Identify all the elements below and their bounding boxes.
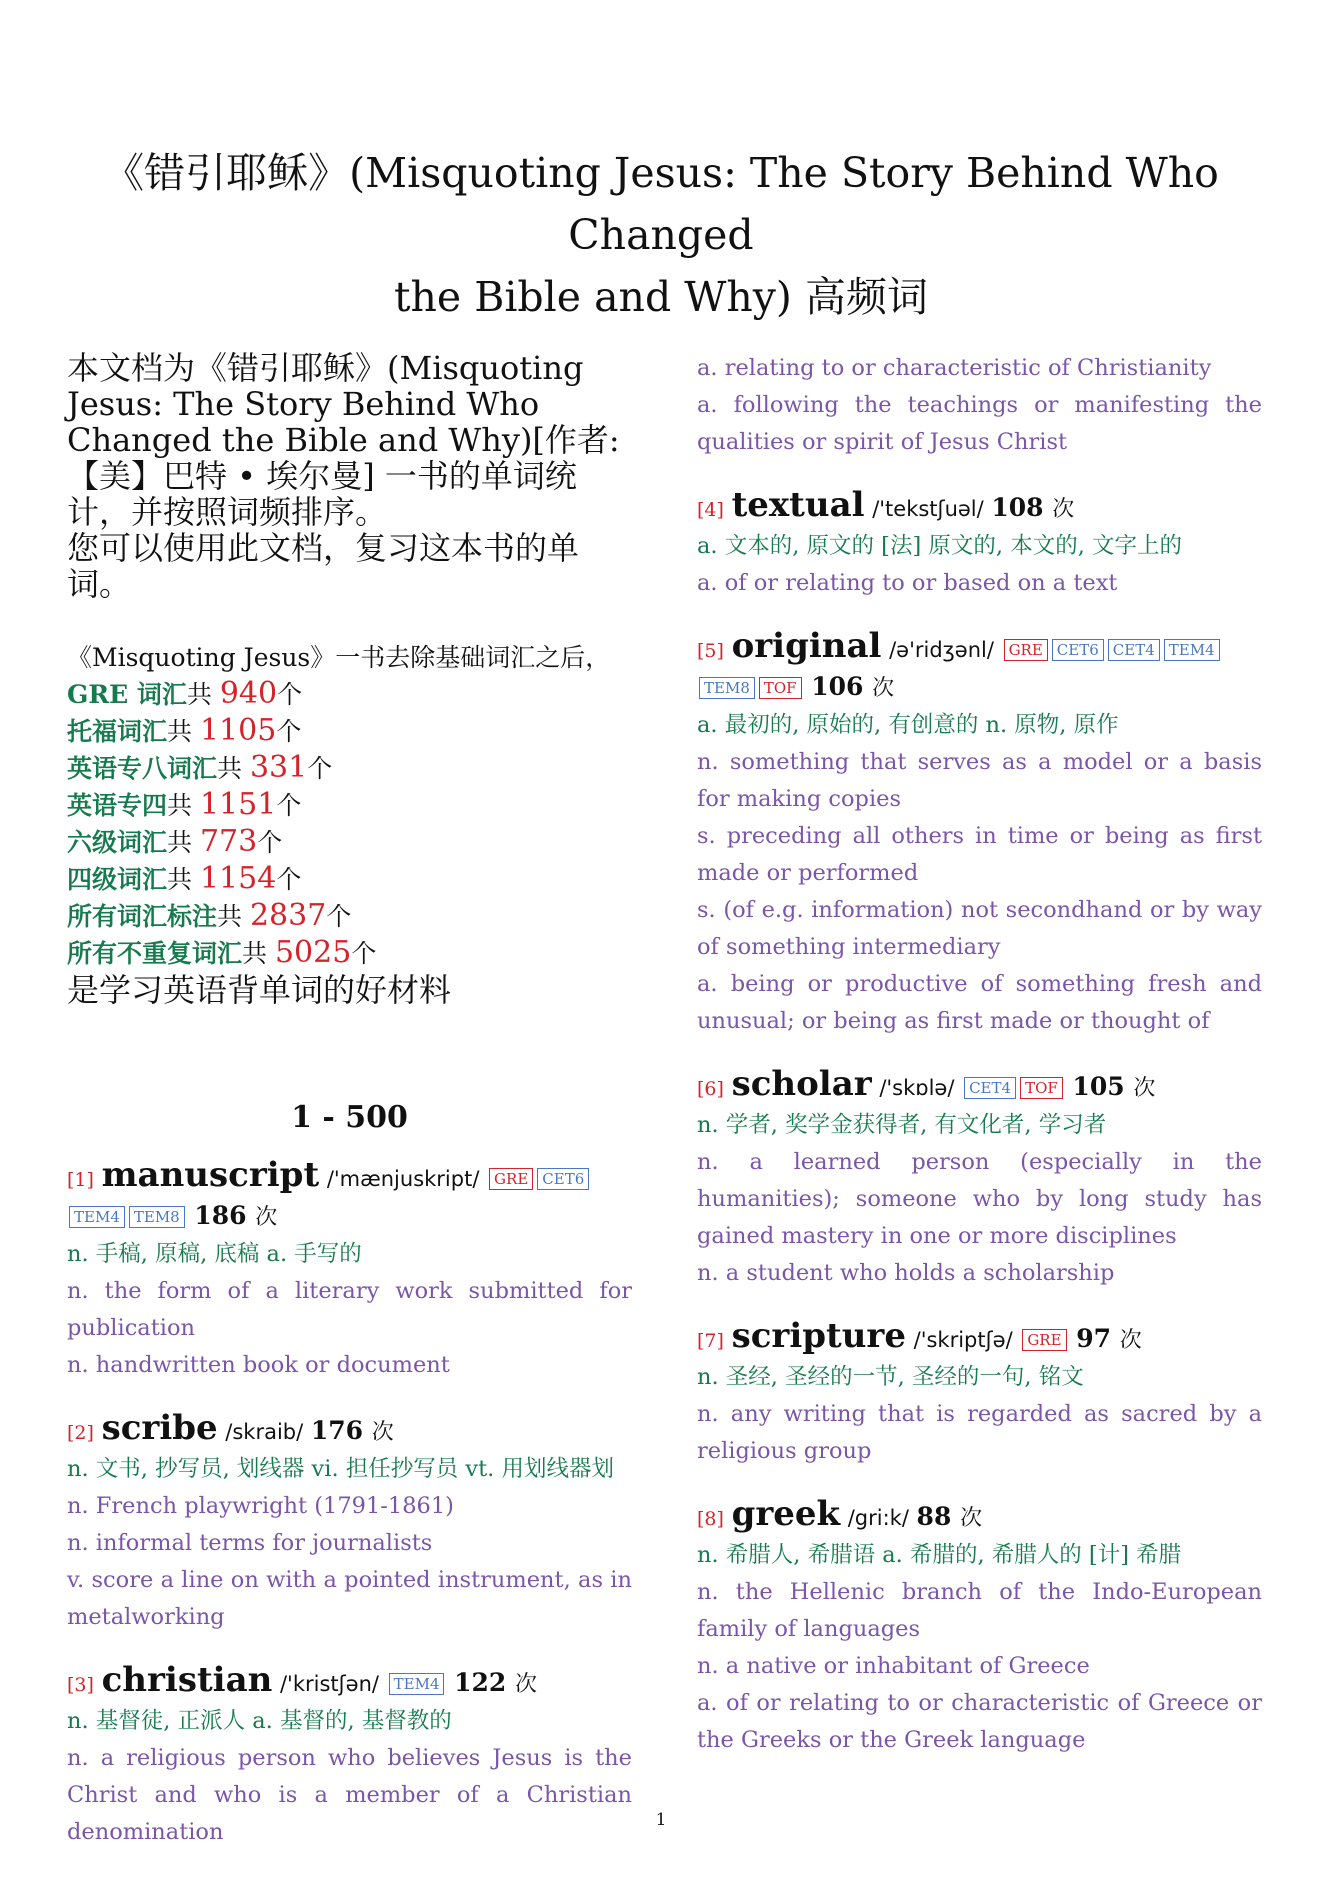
definition-zh: a. 最初的, 原始的, 有创意的 n. 原物, 原作 xyxy=(697,712,1119,738)
stat-mid: 共 xyxy=(217,754,250,783)
frequency-count xyxy=(991,493,1074,522)
entry-header xyxy=(67,1157,632,1236)
stat-item xyxy=(67,676,632,713)
definition-zh: n. 学者, 奖学金获得者, 有文化者, 学习者 xyxy=(697,1112,1107,1138)
entries-left xyxy=(67,1157,632,1851)
count-unit: 次 xyxy=(371,1420,394,1445)
stat-mid: 共 xyxy=(167,791,200,820)
title-line-1: 《错引耶稣》(Misquoting Jesus: The Story Behind Who Changed xyxy=(103,149,1219,259)
definition-en: n. handwritten book or document xyxy=(67,1352,450,1378)
count-number: 88 xyxy=(916,1502,952,1531)
intro-paragraph-1: 本文档为《错引耶稣》(Misquoting Jesus: The Story Behind Who Changed the Bible and Why)[作者: 【美】巴特 • 埃尔曼] 一书的单词统计，并按照词频排序。 xyxy=(67,349,620,531)
definition-en: n. any writing that is regarded as sacred by a religious group xyxy=(697,1401,1262,1464)
count-unit: 次 xyxy=(960,1506,983,1531)
vocab-tag-tem4: TEM4 xyxy=(69,1206,125,1228)
stat-mid: 共 xyxy=(242,939,275,968)
phonetic: /'kristʃən/ xyxy=(279,1672,379,1696)
stat-count: 5025 xyxy=(274,935,352,970)
entry-index: [4] xyxy=(697,499,724,521)
phonetic: /'skɒlə/ xyxy=(879,1076,955,1100)
count-number: 105 xyxy=(1072,1072,1125,1101)
stat-label: 英语专八词汇 xyxy=(67,754,218,783)
count-number: 176 xyxy=(310,1416,364,1445)
frequency-count xyxy=(454,1668,537,1697)
count-unit: 次 xyxy=(1133,1076,1156,1101)
entry-header xyxy=(697,628,1262,707)
definition-en: v. score a line on with a pointed instrument, as in metalworking xyxy=(67,1567,632,1630)
count-number: 122 xyxy=(454,1668,507,1697)
stats-intro: 《Misquoting Jesus》一书去除基础词汇之后， xyxy=(67,643,611,672)
count-number: 186 xyxy=(194,1201,247,1230)
stat-mid: 共 xyxy=(217,902,250,931)
frequency-count xyxy=(1076,1324,1142,1353)
vocab-tag-cet4: CET4 xyxy=(1108,639,1160,661)
stat-item xyxy=(67,824,632,861)
frequency-count xyxy=(194,1201,277,1230)
frequency-count xyxy=(311,1416,394,1445)
definition-zh: n. 手稿, 原稿, 底稿 a. 手写的 xyxy=(67,1241,362,1267)
count-number: 97 xyxy=(1076,1324,1111,1353)
frequency-count xyxy=(1072,1072,1155,1101)
phonetic: /skraib/ xyxy=(225,1420,304,1444)
count-number: 106 xyxy=(811,672,864,701)
count-unit: 次 xyxy=(515,1672,538,1697)
vocab-tag-cet6: CET6 xyxy=(1052,639,1104,661)
vocab-tag-tof: TOF xyxy=(759,677,802,699)
stat-unit: 个 xyxy=(307,754,333,783)
continuation-defs xyxy=(697,350,1262,461)
phonetic: /'skriptʃə/ xyxy=(913,1328,1013,1352)
stat-item xyxy=(67,935,632,972)
stat-label: 六级词汇 xyxy=(67,828,168,857)
definition-en: n. something that serves as a model or a basis for making copies xyxy=(697,749,1262,812)
stat-label: GRE 词汇 xyxy=(67,680,187,709)
definition-en: n. the form of a literary work submitted for publication xyxy=(67,1278,632,1341)
headword: greek xyxy=(731,1494,841,1534)
word-entry xyxy=(67,1410,632,1636)
entries-right xyxy=(697,487,1262,1759)
document-title xyxy=(70,142,1252,328)
stat-count: 1105 xyxy=(199,713,277,748)
count-unit: 次 xyxy=(1119,1328,1142,1353)
stat-mid: 共 xyxy=(167,828,200,857)
stat-unit: 个 xyxy=(351,939,377,968)
word-entry xyxy=(697,487,1262,602)
entry-header xyxy=(67,1410,632,1451)
headword: christian xyxy=(101,1660,273,1700)
entry-header xyxy=(697,1066,1262,1107)
definition-en: n. a learned person (especially in the humanities); someone who by long study has gained mastery in one or more disciplines xyxy=(697,1149,1262,1249)
vocab-tag-tem8: TEM8 xyxy=(699,677,755,699)
entry-index: [5] xyxy=(697,640,724,662)
vocab-tag-gre: GRE xyxy=(489,1168,533,1190)
intro-paragraph-2: 您可以使用此文档，复习这本书的单词。 xyxy=(67,529,580,603)
stat-item xyxy=(67,750,632,787)
stat-unit: 个 xyxy=(276,791,302,820)
definition-zh: n. 基督徒, 正派人 a. 基督的, 基督教的 xyxy=(67,1708,452,1734)
stat-count: 1154 xyxy=(199,861,277,896)
definition-en: n. informal terms for journalists xyxy=(67,1530,433,1556)
definition-en: n. a student who holds a scholarship xyxy=(697,1260,1115,1286)
definition-en: a. relating to or characteristic of Christianity xyxy=(697,355,1212,381)
stat-item xyxy=(67,787,632,824)
vocab-tag-gre: GRE xyxy=(1004,639,1048,661)
entry-header xyxy=(697,487,1262,528)
stat-label: 托福词汇 xyxy=(67,717,168,746)
headword: manuscript xyxy=(101,1155,320,1195)
stats-list xyxy=(67,676,632,972)
right-column xyxy=(697,350,1262,1785)
headword: scholar xyxy=(731,1064,872,1104)
page-number: 1 xyxy=(655,1810,667,1830)
definition-en: n. a native or inhabitant of Greece xyxy=(697,1653,1090,1679)
stat-unit: 个 xyxy=(326,902,352,931)
stat-count: 331 xyxy=(249,750,308,785)
definition-en: a. of or relating to or characteristic of Greece or the Greeks or the Greek language xyxy=(697,1690,1262,1753)
definition-en: a. being or productive of something fresh and unusual; or being as first made or thought of xyxy=(697,971,1262,1034)
definition-en: n. a religious person who believes Jesus is the Christ and who is a member of a Christian denomination xyxy=(67,1745,632,1845)
count-number: 108 xyxy=(991,493,1044,522)
definition-en: a. of or relating to or based on a text xyxy=(697,570,1118,596)
intro-block xyxy=(67,350,632,602)
stat-unit: 个 xyxy=(277,680,303,709)
definition-en: s. (of e.g. information) not secondhand or by way of something intermediary xyxy=(697,897,1262,960)
stat-label: 英语专四 xyxy=(67,791,168,820)
definition-zh: n. 希腊人, 希腊语 a. 希腊的, 希腊人的 [计] 希腊 xyxy=(697,1542,1182,1568)
headword: scripture xyxy=(731,1316,906,1356)
definition-zh: n. 文书, 抄写员, 划线器 vi. 担任抄写员 vt. 用划线器划 xyxy=(67,1456,614,1482)
headword: textual xyxy=(731,485,865,525)
vocab-tag-cet4: CET4 xyxy=(964,1077,1016,1099)
stat-label: 四级词汇 xyxy=(67,865,168,894)
vocab-tag-tem8: TEM8 xyxy=(129,1206,185,1228)
left-column xyxy=(67,350,632,1877)
stat-count: 773 xyxy=(199,824,258,859)
definition-en: n. the Hellenic branch of the Indo-European family of languages xyxy=(697,1579,1262,1642)
stat-unit: 个 xyxy=(257,828,283,857)
phonetic: /'tekstʃuəl/ xyxy=(872,497,984,521)
entry-header xyxy=(697,1318,1262,1359)
section-range: 1 - 500 xyxy=(291,1100,408,1135)
vocab-tag-tem4: TEM4 xyxy=(1164,639,1220,661)
frequency-count xyxy=(811,672,894,701)
stat-label: 所有不重复词汇 xyxy=(67,939,243,968)
stat-unit: 个 xyxy=(276,865,302,894)
word-entry xyxy=(697,1066,1262,1292)
entry-header xyxy=(67,1662,632,1703)
definition-en: s. preceding all others in time or being as first made or performed xyxy=(697,823,1262,886)
definition-zh: n. 圣经, 圣经的一节, 圣经的一句, 铭文 xyxy=(697,1364,1084,1390)
count-unit: 次 xyxy=(872,676,895,701)
stat-count: 2837 xyxy=(249,898,327,933)
word-entry xyxy=(697,1318,1262,1470)
vocab-tag-cet6: CET6 xyxy=(537,1168,589,1190)
phonetic: /gri:k/ xyxy=(847,1506,909,1530)
stats-block xyxy=(67,640,632,1008)
stats-closing: 是学习英语背单词的好材料 xyxy=(67,971,452,1009)
stat-mid: 共 xyxy=(186,680,220,709)
stat-item xyxy=(67,861,632,898)
stat-mid: 共 xyxy=(167,865,200,894)
definition-en: n. French playwright (1791-1861) xyxy=(67,1493,454,1519)
phonetic: /ə'ridʒənl/ xyxy=(889,638,994,662)
definition-zh: a. 文本的, 原文的 [法] 原文的, 本文的, 文字上的 xyxy=(697,533,1182,559)
definition-en: a. following the teachings or manifesting the qualities or spirit of Jesus Christ xyxy=(697,392,1262,455)
vocab-tag-tem4: TEM4 xyxy=(389,1673,445,1695)
stat-mid: 共 xyxy=(167,717,200,746)
count-unit: 次 xyxy=(1052,497,1075,522)
stat-count: 1151 xyxy=(199,787,277,822)
vocab-tag-tof: TOF xyxy=(1020,1077,1063,1099)
word-entry xyxy=(67,1157,632,1384)
headword: scribe xyxy=(101,1408,218,1448)
stat-item xyxy=(67,898,632,935)
stat-label: 所有词汇标注 xyxy=(67,902,218,931)
frequency-count xyxy=(917,1502,983,1531)
entry-index: [2] xyxy=(67,1422,94,1444)
count-unit: 次 xyxy=(255,1205,278,1230)
word-entry xyxy=(697,628,1262,1040)
entry-header xyxy=(697,1496,1262,1537)
entry-index: [8] xyxy=(697,1508,724,1530)
phonetic: /'mænjuskript/ xyxy=(326,1167,480,1191)
entry-index: [3] xyxy=(67,1674,94,1696)
entry-index: [7] xyxy=(697,1330,724,1352)
stat-unit: 个 xyxy=(276,717,302,746)
entry-index: [6] xyxy=(697,1078,724,1100)
stat-item xyxy=(67,713,632,750)
title-line-2: the Bible and Why) 高频词 xyxy=(394,273,928,321)
word-entry xyxy=(697,1496,1262,1759)
vocab-tag-gre: GRE xyxy=(1022,1329,1066,1351)
entry-index: [1] xyxy=(67,1169,94,1191)
headword: original xyxy=(731,626,882,666)
stat-count: 940 xyxy=(219,676,278,711)
